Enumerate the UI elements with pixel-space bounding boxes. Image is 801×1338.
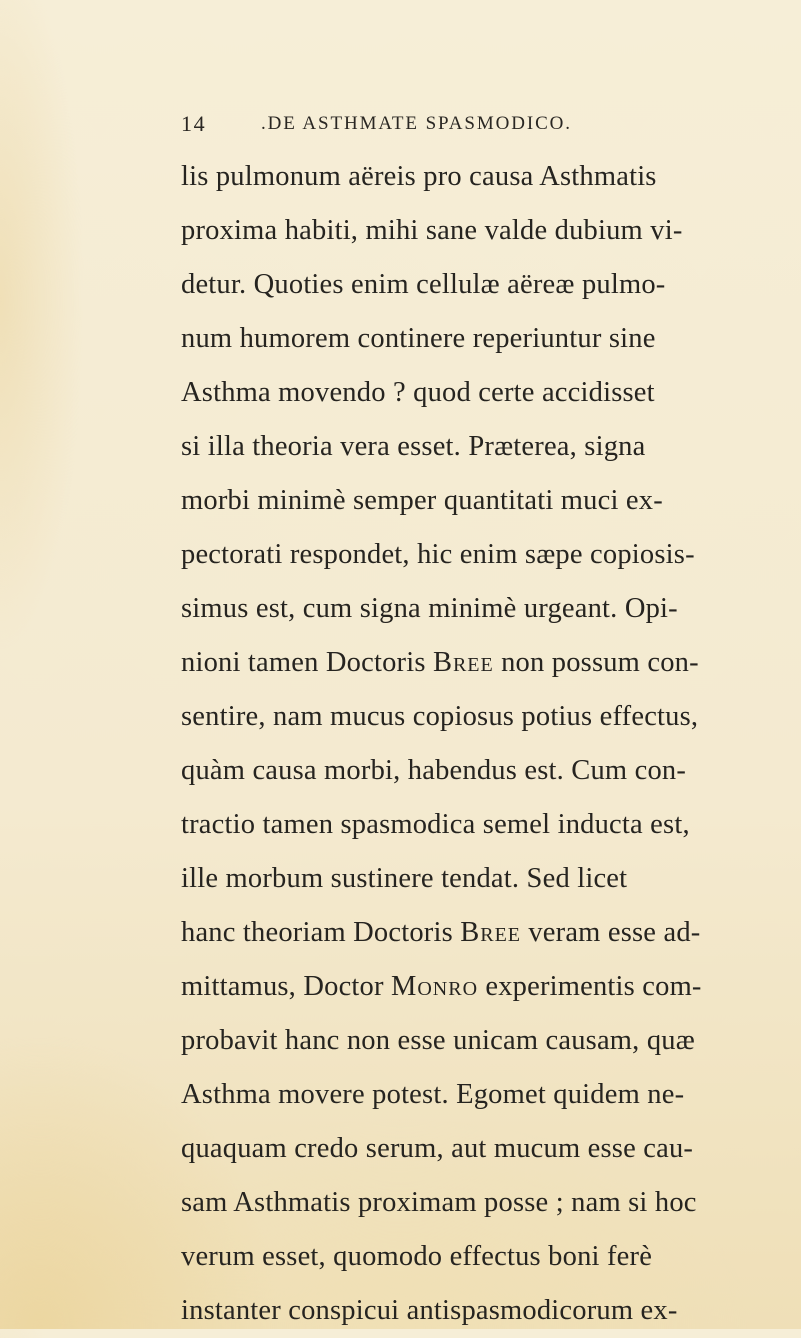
text-line: ille morbum sustinere tendat. Sed licet — [181, 863, 628, 894]
running-head — [181, 111, 621, 145]
text-line: num humorem continere reperiuntur sine — [181, 323, 656, 354]
text-line: probavit hanc non esse unicam causam, quæ — [181, 1025, 695, 1056]
text-line: Asthma movere potest. Egomet quidem ne- — [181, 1079, 685, 1110]
line-segment: nioni tamen Doctoris — [181, 647, 433, 678]
author-name: Bree — [432, 647, 494, 678]
text-line: sam Asthmatis proximam posse ; nam si hoc — [181, 1187, 697, 1218]
line-segment: mittamus, Doctor — [181, 971, 391, 1002]
body-text — [181, 150, 702, 1338]
text-line: Asthma movendo ? quod certe accidisset — [181, 377, 655, 408]
line-segment: non possum con- — [493, 647, 699, 678]
text-line — [181, 906, 701, 960]
text-line: instanter conspicui antispasmodicorum ex- — [181, 1295, 678, 1326]
line-segment: veram esse ad- — [521, 917, 701, 948]
line-segment: experimentis com- — [478, 971, 702, 1002]
text-line — [181, 636, 699, 690]
text-line: lis pulmonum aëreis pro causa Asthmatis — [181, 161, 657, 192]
line-segment: hanc theoriam Doctoris — [181, 917, 461, 948]
text-line: quàm causa morbi, habendus est. Cum con- — [181, 755, 687, 786]
text-line: simus est, cum signa minimè urgeant. Opi- — [181, 593, 678, 624]
page-number: 14 — [181, 111, 207, 136]
text-line: sentire, nam mucus copiosus potius effectus, — [181, 701, 699, 732]
text-line: tractio tamen spasmodica semel inducta est, — [181, 809, 690, 840]
author-name: Bree — [460, 917, 522, 948]
text-line — [181, 960, 702, 1014]
text-line: si illa theoria vera esset. Præterea, signa — [181, 431, 646, 462]
text-line: pectorati respondet, hic enim sæpe copiosis- — [181, 539, 695, 570]
author-name: Monro — [391, 971, 479, 1002]
running-title: .DE ASTHMATE SPASMODICO. — [261, 113, 572, 134]
text-line: proxima habiti, mihi sane valde dubium vi- — [181, 215, 683, 246]
text-line: morbi minimè semper quantitati muci ex- — [181, 485, 663, 516]
text-line: quaquam credo serum, aut mucum esse cau- — [181, 1133, 694, 1164]
text-line: verum esset, quomodo effectus boni ferè — [181, 1241, 653, 1272]
text-line: detur. Quoties enim cellulæ aëreæ pulmo- — [181, 269, 666, 300]
